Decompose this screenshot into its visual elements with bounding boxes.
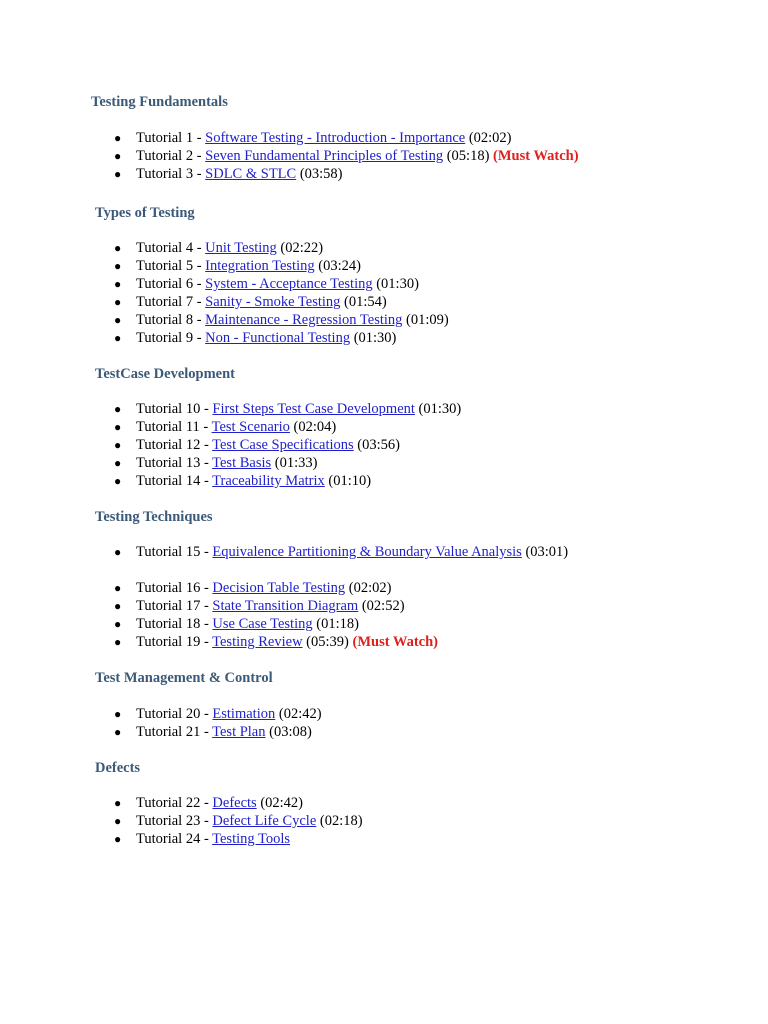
tutorial-duration: (01:54) <box>340 294 387 310</box>
list-item <box>0 239 760 257</box>
bullet-icon: ● <box>114 259 122 273</box>
tutorial-link[interactable]: SDLC & STLC <box>205 166 297 182</box>
tutorial-number: Tutorial 4 - <box>136 240 206 256</box>
tutorial-duration: (01:09) <box>402 312 449 328</box>
tutorial-duration: (03:08) <box>265 724 312 740</box>
bullet-icon: ● <box>114 313 122 327</box>
tutorial-duration: (03:24) <box>314 258 361 274</box>
tutorial-number: Tutorial 11 - <box>136 419 212 435</box>
tutorial-duration: (02:22) <box>276 240 324 256</box>
list-item <box>0 454 760 472</box>
list-item <box>0 830 760 848</box>
tutorial-list <box>0 129 760 183</box>
tutorial-number: Tutorial 21 - <box>136 724 213 740</box>
list-item <box>0 812 760 830</box>
list-item <box>0 633 760 651</box>
list-item <box>0 436 760 454</box>
tutorial-number: Tutorial 10 - <box>136 401 213 417</box>
tutorial-list <box>0 239 760 347</box>
list-item <box>0 129 760 147</box>
tutorial-link[interactable]: Unit Testing <box>205 240 277 256</box>
tutorial-duration: (05:18) <box>443 148 494 164</box>
tutorial-list <box>0 543 760 651</box>
tutorial-link[interactable]: Software Testing - Introduction - Importance <box>205 130 466 146</box>
tutorial-duration: (03:01) <box>521 544 569 560</box>
tutorial-number: Tutorial 20 - <box>136 706 213 722</box>
bullet-icon: ● <box>114 420 122 434</box>
tutorial-link[interactable]: Non - Functional Testing <box>205 330 351 346</box>
tutorial-link[interactable]: Estimation <box>212 706 276 722</box>
bullet-icon: ● <box>114 149 122 163</box>
list-item <box>0 257 760 275</box>
bullet-icon: ● <box>114 241 122 255</box>
bullet-icon: ● <box>114 438 122 452</box>
section-heading: Types of Testing <box>95 205 195 221</box>
tutorial-number: Tutorial 24 - <box>136 831 213 847</box>
section-heading: Testing Techniques <box>95 509 213 525</box>
tutorial-list <box>0 705 760 741</box>
tutorial-duration: (01:10) <box>324 473 372 489</box>
tutorial-link[interactable]: Equivalence Partitioning & Boundary Value Analysis <box>212 544 522 560</box>
tutorial-list <box>0 794 760 848</box>
tutorial-number: Tutorial 13 - <box>136 455 213 471</box>
tutorial-link[interactable]: Use Case Testing <box>212 616 313 632</box>
tutorial-link[interactable]: Test Plan <box>212 724 266 740</box>
tutorial-duration: (03:58) <box>296 166 343 182</box>
list-item <box>0 400 760 418</box>
list-item <box>0 311 760 329</box>
tutorial-number: Tutorial 5 - <box>136 258 206 274</box>
tutorial-number: Tutorial 1 - <box>136 130 206 146</box>
bullet-icon: ● <box>114 295 122 309</box>
bullet-icon: ● <box>114 277 122 291</box>
tutorial-number: Tutorial 8 - <box>136 312 206 328</box>
tutorial-number: Tutorial 9 - <box>136 330 206 346</box>
tutorial-duration: (02:02) <box>465 130 512 146</box>
list-item <box>0 723 760 741</box>
list-item <box>0 418 760 436</box>
bullet-icon: ● <box>114 402 122 416</box>
tutorial-duration: (01:18) <box>312 616 359 632</box>
tutorial-link[interactable]: Seven Fundamental Principles of Testing <box>205 148 444 164</box>
bullet-icon: ● <box>114 814 122 828</box>
tutorial-number: Tutorial 14 - <box>136 473 213 489</box>
section-heading: Defects <box>95 760 141 776</box>
list-item <box>0 794 760 812</box>
list-item <box>0 543 760 561</box>
tutorial-number: Tutorial 18 - <box>136 616 213 632</box>
bullet-icon: ● <box>114 331 122 345</box>
tutorial-duration: (02:02) <box>345 580 392 596</box>
tutorial-link[interactable]: Testing Tools <box>212 831 291 847</box>
tutorial-list <box>0 400 760 490</box>
tutorial-link[interactable]: Maintenance - Regression Testing <box>205 312 403 328</box>
section-heading: Testing Fundamentals <box>91 94 228 110</box>
tutorial-link[interactable]: Traceability Matrix <box>212 473 325 489</box>
tutorial-link[interactable]: Testing Review <box>212 634 303 650</box>
tutorial-link[interactable]: Integration Testing <box>205 258 315 274</box>
bullet-icon: ● <box>114 545 122 559</box>
tutorial-link[interactable]: Defects <box>212 795 257 811</box>
tutorial-link[interactable]: State Transition Diagram <box>212 598 359 614</box>
tutorial-duration: (05:39) <box>302 634 353 650</box>
tutorial-duration: (02:42) <box>256 795 303 811</box>
tutorial-number: Tutorial 3 - <box>136 166 206 182</box>
tutorial-link[interactable]: Test Scenario <box>211 419 290 435</box>
list-item <box>0 579 760 597</box>
list-item <box>0 705 760 723</box>
tutorial-duration: (01:33) <box>271 455 318 471</box>
list-item <box>0 147 760 165</box>
list-item <box>0 293 760 311</box>
bullet-icon: ● <box>114 796 122 810</box>
list-item <box>0 329 760 347</box>
tutorial-duration: (02:52) <box>358 598 405 614</box>
bullet-icon: ● <box>114 167 122 181</box>
tutorial-duration: (01:30) <box>414 401 462 417</box>
tutorial-number: Tutorial 17 - <box>136 598 213 614</box>
bullet-icon: ● <box>114 474 122 488</box>
bullet-icon: ● <box>114 725 122 739</box>
section-heading: Test Management & Control <box>95 670 273 686</box>
tutorial-link[interactable]: First Steps Test Case Development <box>212 401 415 417</box>
tutorial-link[interactable]: Defect Life Cycle <box>212 813 317 829</box>
tutorial-duration: (02:42) <box>275 706 322 722</box>
tutorial-number: Tutorial 16 - <box>136 580 213 596</box>
tutorial-duration: (01:30) <box>350 330 397 346</box>
bullet-icon: ● <box>114 832 122 846</box>
tutorial-duration: (02:04) <box>289 419 337 435</box>
tutorial-link[interactable]: Test Case Specifications <box>212 437 354 453</box>
tutorial-number: Tutorial 6 - <box>136 276 206 292</box>
tutorial-link[interactable]: Decision Table Testing <box>212 580 346 596</box>
bullet-icon: ● <box>114 617 122 631</box>
tutorial-link[interactable]: Test Basis <box>212 455 272 471</box>
tutorial-number: Tutorial 22 - <box>136 795 213 811</box>
tutorial-number: Tutorial 7 - <box>136 294 206 310</box>
must-watch-badge: (Must Watch) <box>493 148 579 164</box>
list-item <box>0 597 760 615</box>
list-item <box>0 165 760 183</box>
tutorial-number: Tutorial 2 - <box>136 148 206 164</box>
bullet-icon: ● <box>114 131 122 145</box>
tutorial-number: Tutorial 15 - <box>136 544 213 560</box>
list-item <box>0 615 760 633</box>
tutorial-number: Tutorial 19 - <box>136 634 213 650</box>
tutorial-link[interactable]: Sanity - Smoke Testing <box>205 294 341 310</box>
bullet-icon: ● <box>114 456 122 470</box>
bullet-icon: ● <box>114 599 122 613</box>
bullet-icon: ● <box>114 635 122 649</box>
must-watch-badge: (Must Watch) <box>352 634 439 650</box>
tutorial-duration: (01:30) <box>372 276 419 292</box>
bullet-icon: ● <box>114 707 122 721</box>
section-heading: TestCase Development <box>95 366 236 382</box>
tutorial-link[interactable]: System - Acceptance Testing <box>205 276 373 292</box>
list-item <box>0 275 760 293</box>
bullet-icon: ● <box>114 581 122 595</box>
list-item <box>0 472 760 490</box>
tutorial-number: Tutorial 12 - <box>136 437 213 453</box>
tutorial-number: Tutorial 23 - <box>136 813 213 829</box>
tutorial-duration: (02:18) <box>316 813 363 829</box>
tutorial-duration: (03:56) <box>353 437 400 453</box>
